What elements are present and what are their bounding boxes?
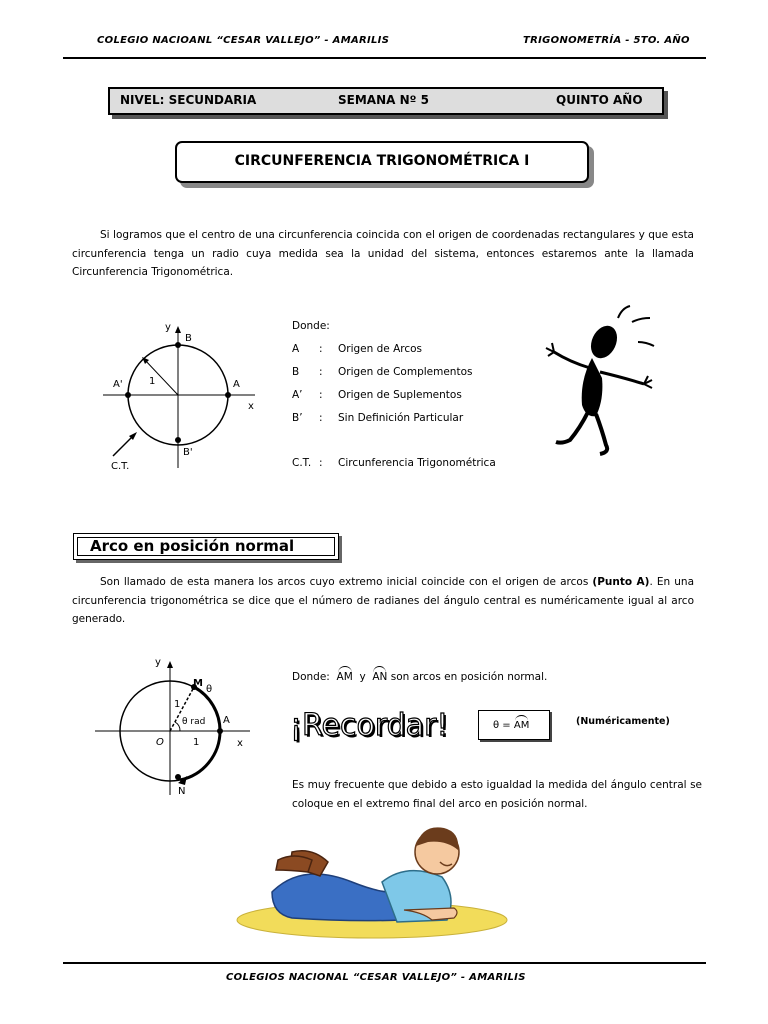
label-a: A (223, 715, 230, 726)
point-a-prime (125, 392, 131, 398)
point-a (217, 728, 223, 734)
stick-figure-illustration (540, 300, 670, 465)
label-theta-rad: θ rad (182, 717, 206, 727)
label-theta: θ (206, 684, 213, 695)
label-ct: C.T. (111, 461, 130, 472)
header-school: COLEGIO NACIOANL “CESAR VALLEJO” - AMARILIS (97, 35, 390, 46)
page-title: CIRCUNFERENCIA TRIGONOMÉTRICA I (175, 141, 589, 183)
info-semana: SEMANA Nº 5 (338, 93, 429, 107)
arc-am-notation: AM (337, 667, 353, 683)
angle-arc (175, 722, 180, 731)
formula-box (478, 710, 550, 740)
normal-arc-paragraph: Son llamado de esta manera los arcos cuyo extremo inicial coincide con el origen de arcos (Punto A). En una circunferencia trigonométrica se dice que el número de radianes del ángulo central es numéricamente igual al arco generado. (72, 576, 695, 625)
header-subject: TRIGONOMETRÍA - 5TO. AÑO (523, 35, 690, 46)
point-b (175, 342, 181, 348)
label-n: N (178, 786, 186, 797)
numericamente-note: (Numéricamente) (576, 716, 670, 727)
label-y: y (155, 657, 161, 668)
label-b-prime: B' (183, 447, 193, 458)
y-axis-arrow (167, 661, 173, 668)
normal-arc-diagram (90, 655, 260, 800)
label-y: y (165, 322, 171, 333)
section-heading-box (73, 533, 339, 560)
label-x: x (248, 401, 254, 412)
label-b: B (185, 333, 192, 344)
formula-arc: AM (514, 720, 529, 731)
point-b-prime (175, 437, 181, 443)
final-paragraph: Es muy frecuente que debido a esto igualdad la medida del ángulo central se coloque en el extremo final del arco en posición normal. (292, 779, 702, 810)
unit-circle-diagram (95, 318, 275, 478)
intro-paragraph: Si logramos que el centro de una circunferencia coincida con el origen de coordenadas rectangulares y que esta circunferencia tenga un radio cuya medida sea la unidad del sistema, entonces estaremos ante la llamada Circunferencia Trigonométrica. (72, 229, 694, 278)
info-box (108, 87, 664, 115)
info-nivel: NIVEL: SECUNDARIA (120, 93, 257, 107)
label-a-prime: A' (113, 379, 123, 390)
info-anio: QUINTO AÑO (556, 93, 643, 107)
recordar-heading: ¡Recordar! (290, 708, 449, 743)
section-heading: Arco en posición normal (77, 537, 335, 556)
formula-lhs: θ = (493, 720, 514, 731)
footer-rule (63, 962, 706, 964)
point-a (225, 392, 231, 398)
arcs-definition-line: Donde: AM y AN son arcos en posición normal. (292, 667, 547, 683)
arc-an-notation: AN (372, 667, 387, 683)
label-radius: 1 (149, 376, 156, 387)
footer-text: COLEGIOS NACIONAL “CESAR VALLEJO” - AMARILIS (226, 972, 526, 983)
header-rule (63, 57, 706, 59)
label-a: A (233, 379, 240, 390)
label-m: M (193, 678, 203, 689)
label-origin: O (156, 737, 164, 748)
definitions-heading: Donde: (292, 320, 330, 332)
label-x: x (237, 738, 243, 749)
label-one-axis: 1 (193, 737, 200, 748)
point-n (175, 774, 181, 780)
punto-a-emphasis: (Punto A) (592, 576, 650, 588)
ct-pointer (113, 436, 133, 456)
label-one-radius: 1 (174, 699, 181, 710)
boy-lying-illustration (232, 822, 512, 947)
arc-an (180, 731, 220, 780)
y-axis-arrow (175, 326, 181, 333)
